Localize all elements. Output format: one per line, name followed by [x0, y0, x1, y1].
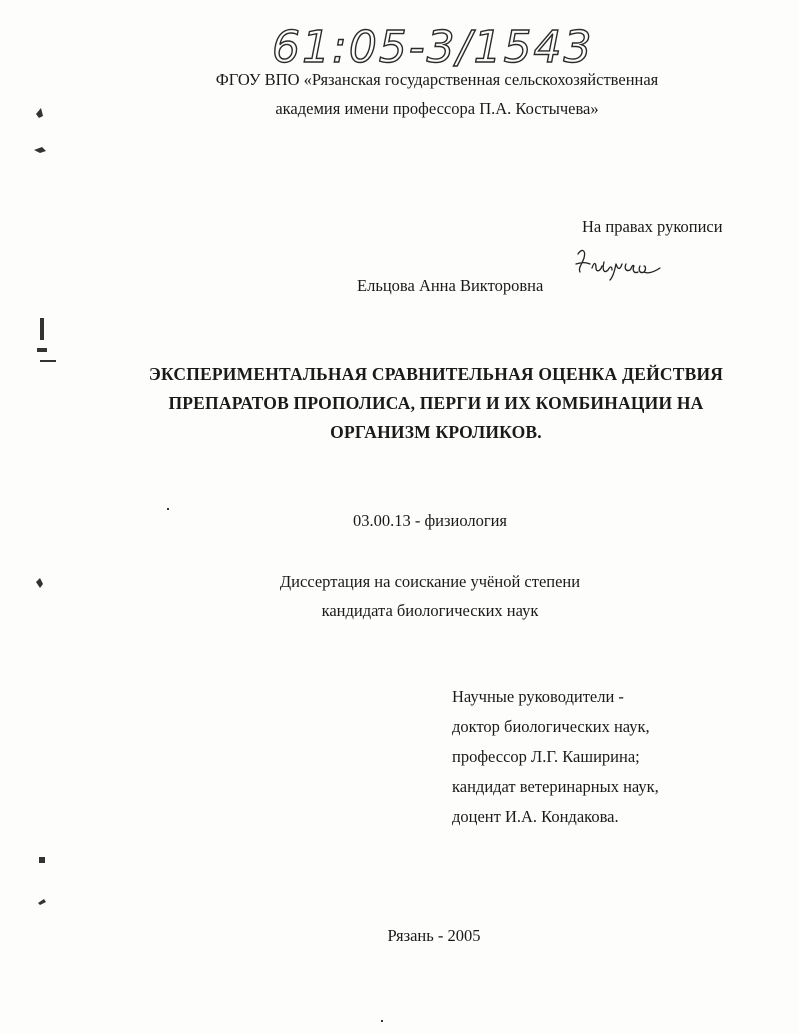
supervisor-2-name: доцент И.А. Кондакова. — [452, 807, 619, 826]
title-line-3: ОРГАНИЗМ КРОЛИКОВ. — [330, 422, 542, 442]
title-line-2: ПРЕПАРАТОВ ПРОПОЛИСА, ПЕРГИ И ИХ КОМБИНАЦИИ НА — [168, 393, 704, 413]
dissertation-title — [110, 360, 762, 447]
city-year-footer: Рязань - 2005 — [387, 926, 481, 945]
author-name: Ельцова Анна Викторовна — [357, 276, 544, 295]
supervisor-2-degree: кандидат ветеринарных наук, — [452, 777, 659, 796]
supervisors-heading: Научные руководители - — [452, 687, 624, 706]
specialty-code: 03.00.13 - физиология — [352, 511, 508, 530]
manuscript-rights-note: На правах рукописи — [582, 217, 723, 236]
title-line-1: ЭКСПЕРИМЕНТАЛЬНАЯ СРАВНИТЕЛЬНАЯ ОЦЕНКА ДЕЙСТВИЯ — [148, 364, 724, 384]
institution-line-2: академия имени профессора П.А. Костычева» — [275, 99, 599, 118]
stamp-number-text: 61:05-3/1543 — [272, 22, 594, 73]
degree-line-2: кандидата биологических наук — [321, 601, 539, 620]
registration-number-stamp — [266, 10, 594, 74]
supervisors-block — [452, 682, 772, 832]
supervisor-1-name: профессор Л.Г. Каширина; — [452, 747, 640, 766]
degree-line-1: Диссертация на соискание учёной степени — [279, 572, 581, 591]
supervisor-1-degree: доктор биологических наук, — [452, 717, 650, 736]
institution-line-1: ФГОУ ВПО «Рязанская государственная сельскохозяйственная — [215, 70, 659, 89]
